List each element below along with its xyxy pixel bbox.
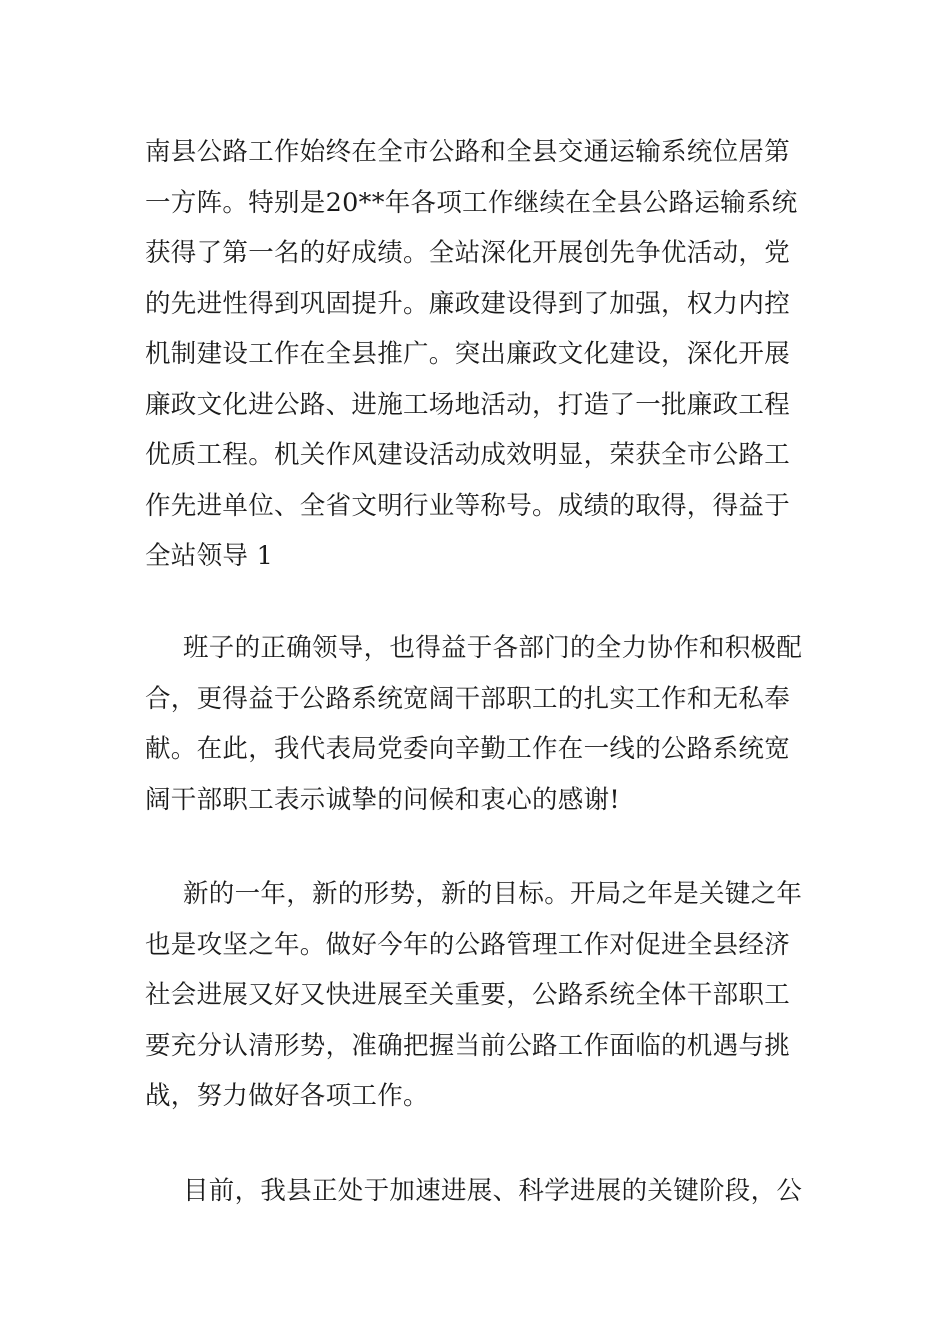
text-line: 目前，我县正处于加速进展、科学进展的关键阶段，公 [183, 1176, 803, 1206]
text-line: 新的一年，新的形势，新的目标。开局之年是关键之年 [183, 879, 803, 909]
text-line: 合，更得益于公路系统宽阔干部职工的扎实工作和无私奉 [145, 683, 791, 714]
text-line: 社会进展又好又快进展至关重要，公路系统全体干部职工 [145, 980, 791, 1010]
text-line: 获得了第一名的好成绩。全站深化开展创先争优活动，党 [145, 238, 791, 268]
text-line: 一方阵。特别是20**年各项工作继续在全县公路运输系统 [145, 187, 798, 218]
text-line: 献。在此，我代表局党委向辛勤工作在一线的公路系统宽 [145, 734, 791, 764]
text-line: 的先进性得到巩固提升。廉政建设得到了加强，权力内控 [145, 288, 791, 319]
text-line: 也是攻坚之年。做好今年的公路管理工作对促进全县经济 [145, 929, 791, 960]
paragraph-1 [145, 127, 810, 582]
text-line: 阔干部职工表示诚挚的问候和衷心的感谢! [145, 784, 620, 815]
text-line: 班子的正确领导，也得益于各部门的全力协作和积极配 [183, 633, 803, 663]
paragraph-4 [145, 1166, 810, 1217]
text-line: 廉政文化进公路、进施工场地活动，打造了一批廉政工程 [145, 389, 791, 420]
paragraph-2 [145, 623, 810, 825]
text-line: 南县公路工作始终在全市公路和全县交通运输系统位居第 [145, 137, 791, 167]
text-line: 优质工程。机关作风建设活动成效明显，荣获全市公路工 [145, 440, 791, 470]
paragraph-3 [145, 869, 810, 1122]
text-line: 机制建设工作在全县推广。突出廉政文化建设，深化开展 [145, 339, 791, 369]
text-line: 要充分认清形势，准确把握当前公路工作面临的机遇与挑 [145, 1030, 791, 1061]
text-line: 作先进单位、全省文明行业等称号。成绩的取得，得益于 [145, 490, 791, 521]
text-line: 战，努力做好各项工作。 [145, 1081, 429, 1111]
text-line: 全站领导 1 [145, 541, 274, 571]
